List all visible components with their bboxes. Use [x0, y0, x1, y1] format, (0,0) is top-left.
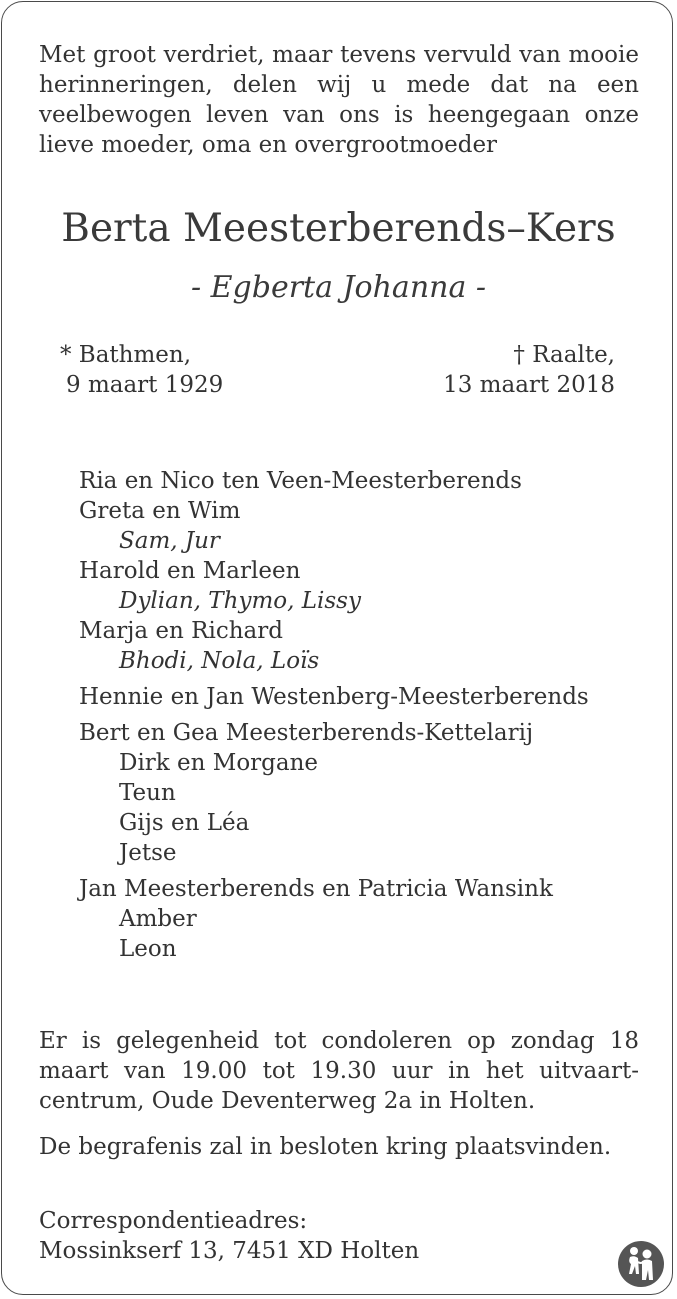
- family-member: Leon: [119, 936, 177, 962]
- grandchildren: Sam, Jur: [119, 528, 220, 554]
- family-head: Jan Meesterberends en Patricia Wansink: [79, 876, 553, 902]
- condolence-text: Er is gelegenheid tot condoleren op zondag 18 maart van 19.00 tot 19.30 uur in het uitvaartcentrum, Oude Deventerweg 2a in Holten.: [39, 1028, 639, 1114]
- birth-place: * Bathmen,: [60, 342, 192, 368]
- correspondence-label: Correspondentieadres:: [39, 1208, 308, 1234]
- family-member: Gijs en Léa: [119, 810, 250, 836]
- family-head: Ria en Nico ten Veen-Meesterberends: [79, 468, 522, 494]
- family-head: Hennie en Jan Westenberg-Meesterberends: [79, 684, 589, 710]
- family-member: Greta en Wim: [79, 498, 241, 524]
- birth-info: [60, 340, 223, 400]
- grandchildren: Bhodi, Nola, Loïs: [119, 648, 320, 674]
- family-member: Amber: [119, 906, 197, 932]
- death-info: [443, 340, 615, 400]
- family-list: [79, 466, 649, 964]
- family-member: Harold en Marleen: [79, 558, 301, 584]
- memorial-figures-logo-icon: [617, 1240, 665, 1288]
- deceased-given-name: - Egberta Johanna -: [190, 270, 487, 305]
- intro-text: Met groot verdriet, maar tevens vervuld van mooie herinneringen, delen wij u mede dat na een veelbewogen leven van ons is heengegaan onze lieve moeder, oma en overgrootmoeder: [39, 42, 639, 158]
- family-member: Teun: [119, 780, 176, 806]
- death-place: † Raalte,: [513, 342, 615, 368]
- death-date: 13 maart 2018: [443, 372, 615, 398]
- family-member: Marja en Richard: [79, 618, 283, 644]
- family-head: Bert en Gea Meesterberends-Kettelarij: [79, 720, 534, 746]
- grandchildren: Dylian, Thymo, Lissy: [119, 588, 361, 614]
- deceased-name: Berta Meesterberends–Kers: [61, 206, 616, 251]
- birth-date: 9 maart 1929: [66, 372, 224, 398]
- correspondence-block: [39, 1206, 639, 1266]
- family-member: Dirk en Morgane: [119, 750, 319, 776]
- correspondence-address: Mossinkserf 13, 7451 XD Holten: [39, 1238, 420, 1264]
- family-member: Jetse: [119, 840, 177, 866]
- funeral-text: De begrafenis zal in besloten kring plaatsvinden.: [39, 1134, 612, 1160]
